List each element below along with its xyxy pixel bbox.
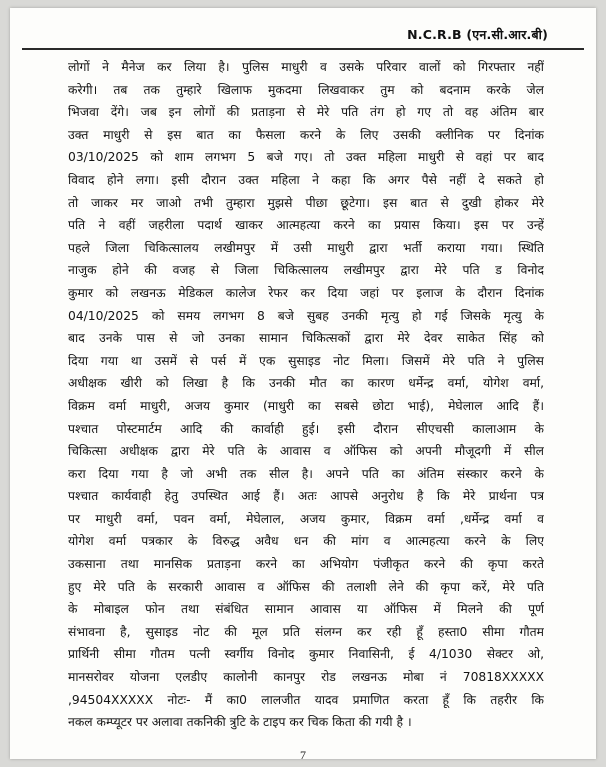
text-line: अधीक्षक खीरी को लिखा है कि उनकी मौत का कारण धर्मेन्द्र वर्मा, योगेश वर्मा, [68, 376, 544, 391]
text-line: बाद उनके पास से जो उनका सामान चिकित्सकों द्वारा मेरे देवर साकेत सिंह को [68, 331, 544, 346]
document-page [10, 8, 596, 762]
text-line: उकसाना तथा मानसिक प्रताड़ना करने का अभियोग पंजीकृत करने की कृपा करते [68, 557, 544, 572]
text-line: करेगी। तब तक तुम्हारे खिलाफ मुकदमा लिखवाकर तुम को बदनाम करके जेल [68, 82, 544, 97]
text-line: तो जाकर मर जाओ तभी तुम्हारा मुझसे पीछा छूटेगा। इस बात से दुखी होकर मेरे [68, 195, 544, 210]
document-body [68, 56, 544, 734]
text-line: नाजुक होने की वजह से जिला चिकित्सालय लखीमपुर द्वारा मेरे पति ड विनोद [68, 263, 544, 278]
text-line: विक्रम वर्मा माधुरी, अजय कुमार (माधुरी का सबसे छोटा भाई), मेघेलाल आदि हैं। [68, 398, 544, 413]
text-line: पहले जिला चिकित्सालय लखीमपुर में उसी माधुरी द्वारा भर्ती कराया गया। स्थिति [68, 240, 544, 255]
text-line: पश्चात पोस्टमार्टम आदि की कार्वाही हुई। इसी दौरान सीएचसी कालाआम के [68, 421, 544, 436]
text-line: संभावना है, सुसाइड नोट की मूल प्रति संलग्न कर रही हूँ हस्ता0 सीमा गौतम [68, 624, 544, 639]
text-line: पश्चात कार्यवाही हेतु उपस्थित आई हैं। अतः आपसे अनुरोध है कि मेरे प्रार्थना पत्र [68, 489, 544, 504]
text-line: दिया गया था उसमें से पर्स में एक सुसाइड नोट मिला। जिसमें मेरे पति ने पुलिस [68, 353, 544, 368]
text-line: कुमार को लखनऊ मेडिकल कालेज रेफर कर दिया जहां पर इलाज के दौरान दिनांक [68, 285, 544, 300]
text-line: 03/10/2025 को शाम लगभग 5 बजे गए। तो उक्त महिला माधुरी से वहां पर बाद [68, 150, 544, 165]
text-line: के मोबाइल फोन तथा संबंधित सामान आवास या ऑफिस में मिलने की पूर्ण [68, 602, 544, 617]
text-line: भिजवा देंगे। जब इन लोगों की प्रताड़ना से मेरे पति तंग हो गए तो वह अंतिम बार [68, 105, 544, 120]
text-line: ,94504XXXXX नोटः- मैं का0 लालजीत यादव प्रमाणित करता हूँ कि तहरीर कि [68, 692, 544, 707]
text-line: 04/10/2025 को समय लगभग 8 बजे सुबह उनकी मृत्यु हो गई जिसके मृत्यु के [68, 308, 544, 323]
text-line: योगेश वर्मा पत्रकार के विरुद्ध अवैध धन की मांग व आत्महत्या करने के लिए [68, 534, 544, 549]
text-line: विवाद होने लगा। इसी दौरान उक्त महिला ने कहा कि अगर पैसे नहीं दे सकते हो [68, 172, 544, 187]
text-line: करा दिया गया है जो अभी तक सील है। अपने पति का अंतिम संस्कार करने के [68, 466, 544, 481]
text-line: मानसरोवर योजना एलडीए कालोनी कानपुर रोड लखनऊ मोबा नं 70818XXXXX [68, 670, 544, 685]
header-rule [22, 48, 584, 50]
text-line: चिकित्सा अधीक्षक द्वारा मेरे पति के आवास व ऑफिस को अपनी मौजूदगी में सील [68, 444, 544, 459]
text-line: पति ने वहीं जहरीला पदार्थ खाकर आत्महत्या करने का प्रयास किया। इस पर उन्हें [68, 218, 544, 233]
text-line: लोगों ने मैनेज कर लिया है। पुलिस माधुरी व उसके परिवार वालों को गिरफ्तार नहीं [68, 60, 544, 74]
page-header: N.C.R.B (एन.सी.आर.बी) [407, 27, 548, 42]
text-line: नकल कम्प्यूटर पर अलावा तकनिकी त्रुटि के टाइप कर चिक किता की गयी है । [68, 715, 412, 730]
text-line: प्रार्थिनी सीमा गौतम पत्नी स्वर्गीय विनोद कुमार निवासिनी, ई 4/1030 सेक्टर ओ, [68, 647, 544, 662]
text-line: उक्त माधुरी से इस बात का फैसला करने के लिए उसकी क्लीनिक पर दिनांक [68, 127, 544, 142]
page-number: 7 [300, 748, 306, 762]
text-line: पर माधुरी वर्मा, पवन वर्मा, मेघेलाल, अजय कुमार, विक्रम वर्मा ,धर्मेन्द्र वर्मा व [68, 511, 544, 526]
text-line: हुए मेरे पति के सरकारी आवास व ऑफिस की तलाशी लेने की कृपा करें, मेरे पति [68, 579, 544, 594]
